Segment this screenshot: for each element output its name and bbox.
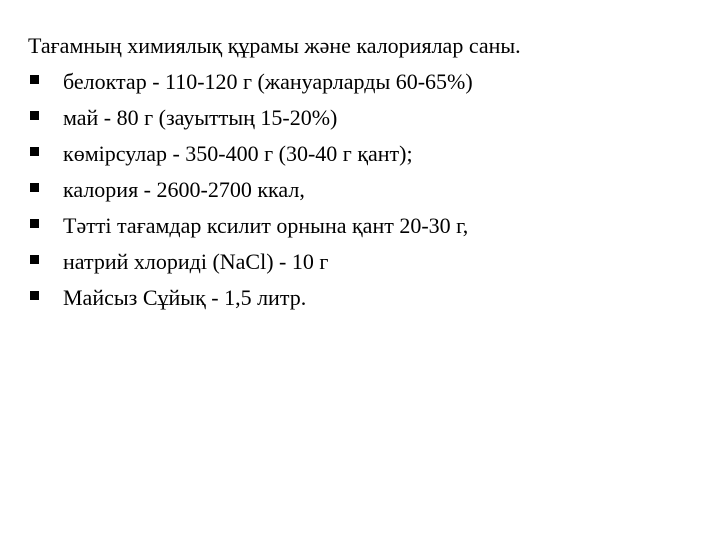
square-bullet-icon (30, 291, 39, 300)
list-item-carbohydrates (30, 136, 473, 172)
list-item-calories (30, 172, 473, 208)
list-item-text: натрий хлориді (NaCl) - 10 г (63, 249, 329, 274)
slide-heading: Тағамның химиялық құрамы және калориялар саны. (28, 33, 521, 58)
square-bullet-icon (30, 183, 39, 192)
list-item-sodium-chloride (30, 244, 473, 280)
nutrition-list (30, 64, 473, 316)
square-bullet-icon (30, 219, 39, 228)
square-bullet-icon (30, 111, 39, 120)
list-item-text: Тәтті тағамдар ксилит орнына қант 20-30 г, (63, 213, 469, 238)
list-item-text: май - 80 г (зауыттың 15-20%) (63, 105, 338, 130)
list-item-text: белоктар - 110-120 г (жануарларды 60-65%) (63, 69, 473, 94)
list-item-sweets (30, 208, 473, 244)
list-item-fluid (30, 280, 473, 316)
square-bullet-icon (30, 147, 39, 156)
list-item-text: калория - 2600-2700 ккал, (63, 177, 305, 202)
list-item-fat (30, 100, 473, 136)
list-item-text: Майсыз Сұйық - 1,5 литр. (63, 285, 307, 310)
list-item-protein (30, 64, 473, 100)
square-bullet-icon (30, 75, 39, 84)
square-bullet-icon (30, 255, 39, 264)
list-item-text: көмірсулар - 350-400 г (30-40 г қант); (63, 141, 413, 166)
